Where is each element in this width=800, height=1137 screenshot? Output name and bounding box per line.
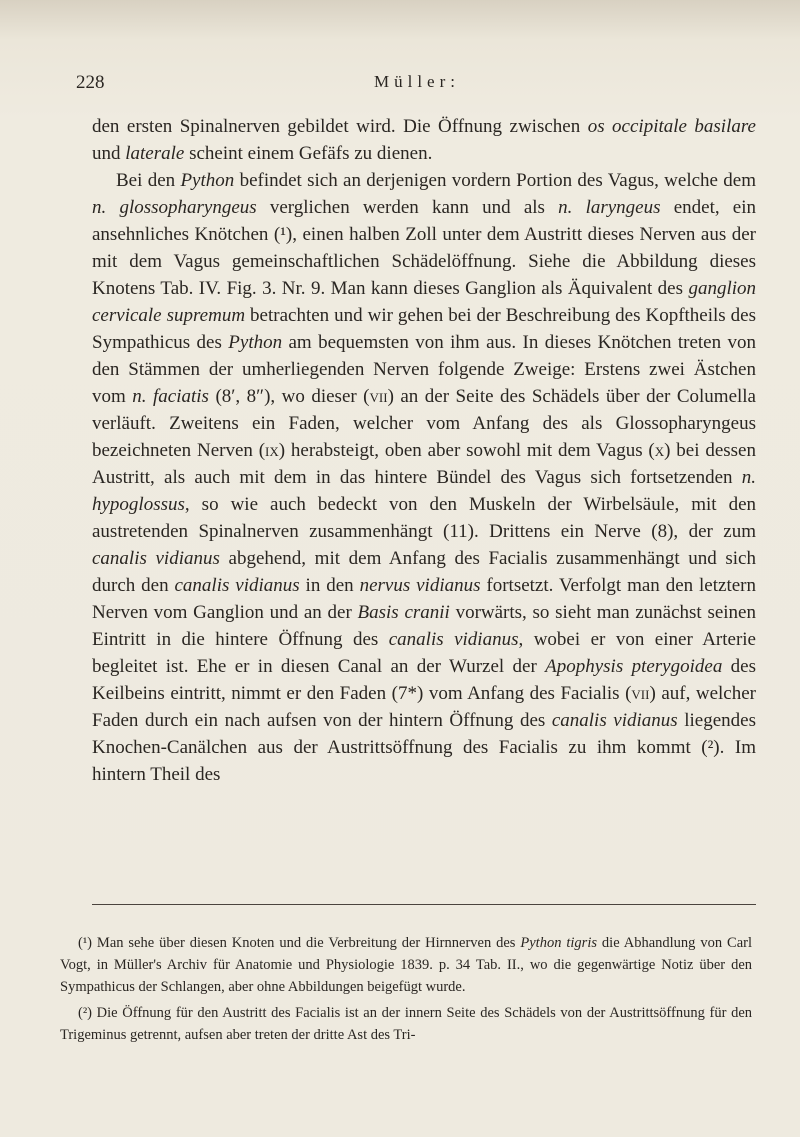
italic-term: n. laryngeus xyxy=(558,197,661,218)
text-run: abgehend, mit dem Anfang des Facialis zusammenhängt und sich durch den xyxy=(92,548,756,596)
italic-term: Python xyxy=(228,332,283,353)
paragraph-1 xyxy=(92,113,756,167)
text-run: ) herabsteigt, oben aber sowohl mit dem Vagus ( xyxy=(278,440,655,461)
italic-term: n. glossopharyngeus xyxy=(92,197,257,218)
text-run: , so wie auch bedeckt von den Muskeln der Wirbelsäule, mit den austretenden Spinalnerven zusammenhängt (11). Drittens ein Nerve (8), der zum xyxy=(92,494,756,542)
text-run: den ersten Spinalnerven gebildet wird. Die Öffnung zwischen xyxy=(92,116,588,137)
text-run: am bequemsten von ihm aus. In dieses Knötchen treten von den Stämmen der umherliegenden Nerven folgende Zweige: Erstens zwei Ästchen vom xyxy=(92,332,756,407)
footnotes xyxy=(60,932,752,1050)
italic-term: os occipitale basilare xyxy=(587,116,756,137)
text-run: , wobei er von einer Arterie begleitet ist. Ehe er in diesen Canal an der Wurzel der xyxy=(92,629,756,677)
text-run: verglichen werden kann und als xyxy=(256,197,559,218)
italic-term: canalis vidianus xyxy=(92,548,220,569)
footnote-rule xyxy=(92,904,756,905)
italic-term: canalis vidianus xyxy=(174,575,300,596)
text-run: Bei den xyxy=(116,170,181,191)
paragraph-2 xyxy=(92,167,756,788)
text-run: betrachten und wir gehen bei der Beschreibung des Kopftheils des Sympathicus des xyxy=(92,305,756,353)
italic-term: canalis vidianus xyxy=(388,629,519,650)
text-run: liegendes Knochen-Canälchen aus der Austrittsöffnung des Facialis zu ihm kommt (²). Im hintern Theil des xyxy=(92,710,756,785)
page-number: 228 xyxy=(76,72,105,93)
italic-term: nervus vidianus xyxy=(359,575,481,596)
page-header xyxy=(76,72,740,96)
text-run: die Abhandlung von Carl Vogt, in Müller's Archiv für Anatomie und Physiologie 1839. p. 34 Tab. II., wo die gegenwärtige Notiz über den Sympathicus der Schlangen, aber ohne Abbildungen beigefügt wurde. xyxy=(60,935,752,995)
footnote-2 xyxy=(60,1002,752,1046)
text-run: und xyxy=(92,143,126,164)
text-run: scheint einem Gefäfs zu dienen. xyxy=(184,143,433,164)
italic-term: Python tigris xyxy=(520,935,597,951)
text-run: (¹) Man sehe über diesen Knoten und die Verbreitung der Hirnnerven des xyxy=(78,935,521,951)
text-run: ) bei dessen Austritt, als auch mit dem in das hintere Bündel des Vagus sich fortsetzenden xyxy=(92,440,756,488)
italic-term: n. hypoglossus xyxy=(92,467,756,515)
body-text xyxy=(92,113,756,788)
small-caps-numeral: ix xyxy=(265,440,279,461)
italic-term: ganglion cervicale supremum xyxy=(92,278,756,326)
text-run: vorwärts, so sieht man zunächst seinen Eintritt in die hintere Öffnung des xyxy=(92,602,756,650)
footnote-1 xyxy=(60,932,752,998)
text-run: befindet sich an derjenigen vordern Portion des Vagus, welche dem xyxy=(234,170,757,191)
text-run: fortsetzt. Verfolgt man den letztern Nerven vom Ganglion und an der xyxy=(92,575,756,623)
text-run: des Keilbeins eintritt, nimmt er den Faden (7*) vom Anfang des Facialis ( xyxy=(92,656,757,704)
running-head: Müller: xyxy=(374,72,460,91)
italic-term: laterale xyxy=(125,143,185,164)
italic-term: Python xyxy=(180,170,235,191)
small-caps-numeral: vii xyxy=(631,683,650,704)
text-run: ) auf, welcher Faden durch ein nach aufsen von der hintern Öffnung des xyxy=(92,683,756,731)
text-run: endet, ein ansehnliches Knötchen (¹), einen halben Zoll unter dem Austritt dieses Nerven aus der mit dem Vagus gemeinschaftlichen Schädelöffnung. Siehe die Abbildung dieses Knotens Tab. IV. Fig. 3. Nr. 9. Man kann dieses Ganglion als Äquivalent des xyxy=(92,197,757,299)
italic-term: n. faciatis xyxy=(132,386,209,407)
italic-term: canalis vidianus xyxy=(551,710,678,731)
italic-term: Basis cranii xyxy=(357,602,450,623)
text-run: (8′, 8″), wo dieser ( xyxy=(208,386,370,407)
text-run: in den xyxy=(299,575,360,596)
small-caps-numeral: x xyxy=(654,440,665,461)
text-run: (²) Die Öffnung für den Austritt des Facialis ist an der innern Seite des Schädels von der Austrittsöffnung für den Trigeminus getrennt, aufsen aber treten der dritte Ast des Tri- xyxy=(60,1005,752,1043)
text-run: ) an der Seite des Schädels über der Columella verläuft. Zweitens ein Faden, welcher vom Anfang des als Glossopharyngeus bezeichneten Nerven ( xyxy=(92,386,756,461)
small-caps-numeral: vii xyxy=(369,386,388,407)
italic-term: Apophysis pterygoidea xyxy=(545,656,723,677)
